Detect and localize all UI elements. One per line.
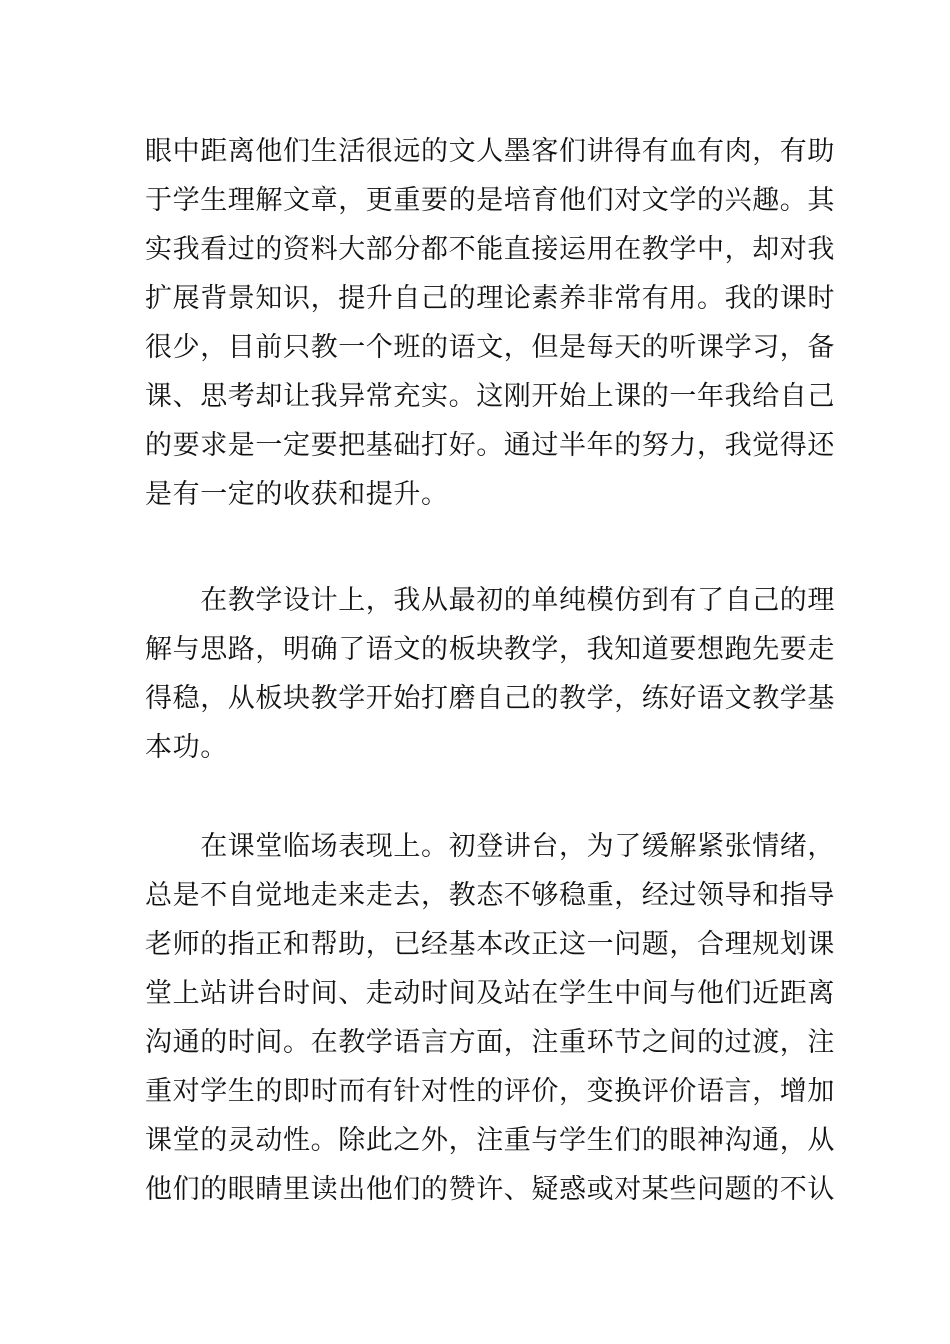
paragraph-line: 在课堂临场表现上。初登讲台，为了缓解紧张情绪， <box>145 831 835 862</box>
paragraph-line: 沟通的时间。在教学语言方面，注重环节之间的过渡，注 <box>145 1027 835 1058</box>
paragraph-line: 他们的眼睛里读出他们的赞许、疑惑或对某些问题的不认 <box>145 1174 835 1205</box>
paragraph-line: 的要求是一定要把基础打好。通过半年的努力，我觉得还 <box>145 430 835 461</box>
paragraph-line: 堂上站讲台时间、走动时间及站在学生中间与他们近距离 <box>145 978 835 1009</box>
paragraph-line: 解与思路，明确了语文的板块教学，我知道要想跑先要走 <box>145 634 835 665</box>
paragraph-line: 课、思考却让我异常充实。这刚开始上课的一年我给自己 <box>145 381 835 412</box>
paragraph-2 <box>145 576 835 772</box>
paragraph-line: 课堂的灵动性。除此之外，注重与学生们的眼神沟通，从 <box>145 1125 835 1156</box>
paragraph-line: 本功。 <box>145 732 228 763</box>
paragraph-line: 总是不自觉地走来走去，教态不够稳重，经过领导和指导 <box>145 880 835 911</box>
paragraph-line: 实我看过的资料大部分都不能直接运用在教学中，却对我 <box>145 234 835 265</box>
paragraph-line: 老师的指正和帮助，已经基本改正这一问题，合理规划课 <box>145 929 835 960</box>
paragraph-3 <box>145 822 835 1214</box>
paragraph-line: 得稳，从板块教学开始打磨自己的教学，练好语文教学基 <box>145 683 835 714</box>
paragraph-line: 在教学设计上，我从最初的单纯模仿到有了自己的理 <box>145 585 835 616</box>
paragraph-line: 是有一定的收获和提升。 <box>145 479 449 510</box>
paragraph-line: 很少，目前只教一个班的语文，但是每天的听课学习，备 <box>145 332 835 363</box>
paragraph-line: 扩展背景知识，提升自己的理论素养非常有用。我的课时 <box>145 283 835 314</box>
paragraph-line: 于学生理解文章，更重要的是培育他们对文学的兴趣。其 <box>145 185 835 216</box>
paragraph-line: 重对学生的即时而有针对性的评价，变换评价语言，增加 <box>145 1076 835 1107</box>
paragraph-1 <box>145 127 835 519</box>
paragraph-line: 眼中距离他们生活很远的文人墨客们讲得有血有肉，有助 <box>145 136 835 167</box>
